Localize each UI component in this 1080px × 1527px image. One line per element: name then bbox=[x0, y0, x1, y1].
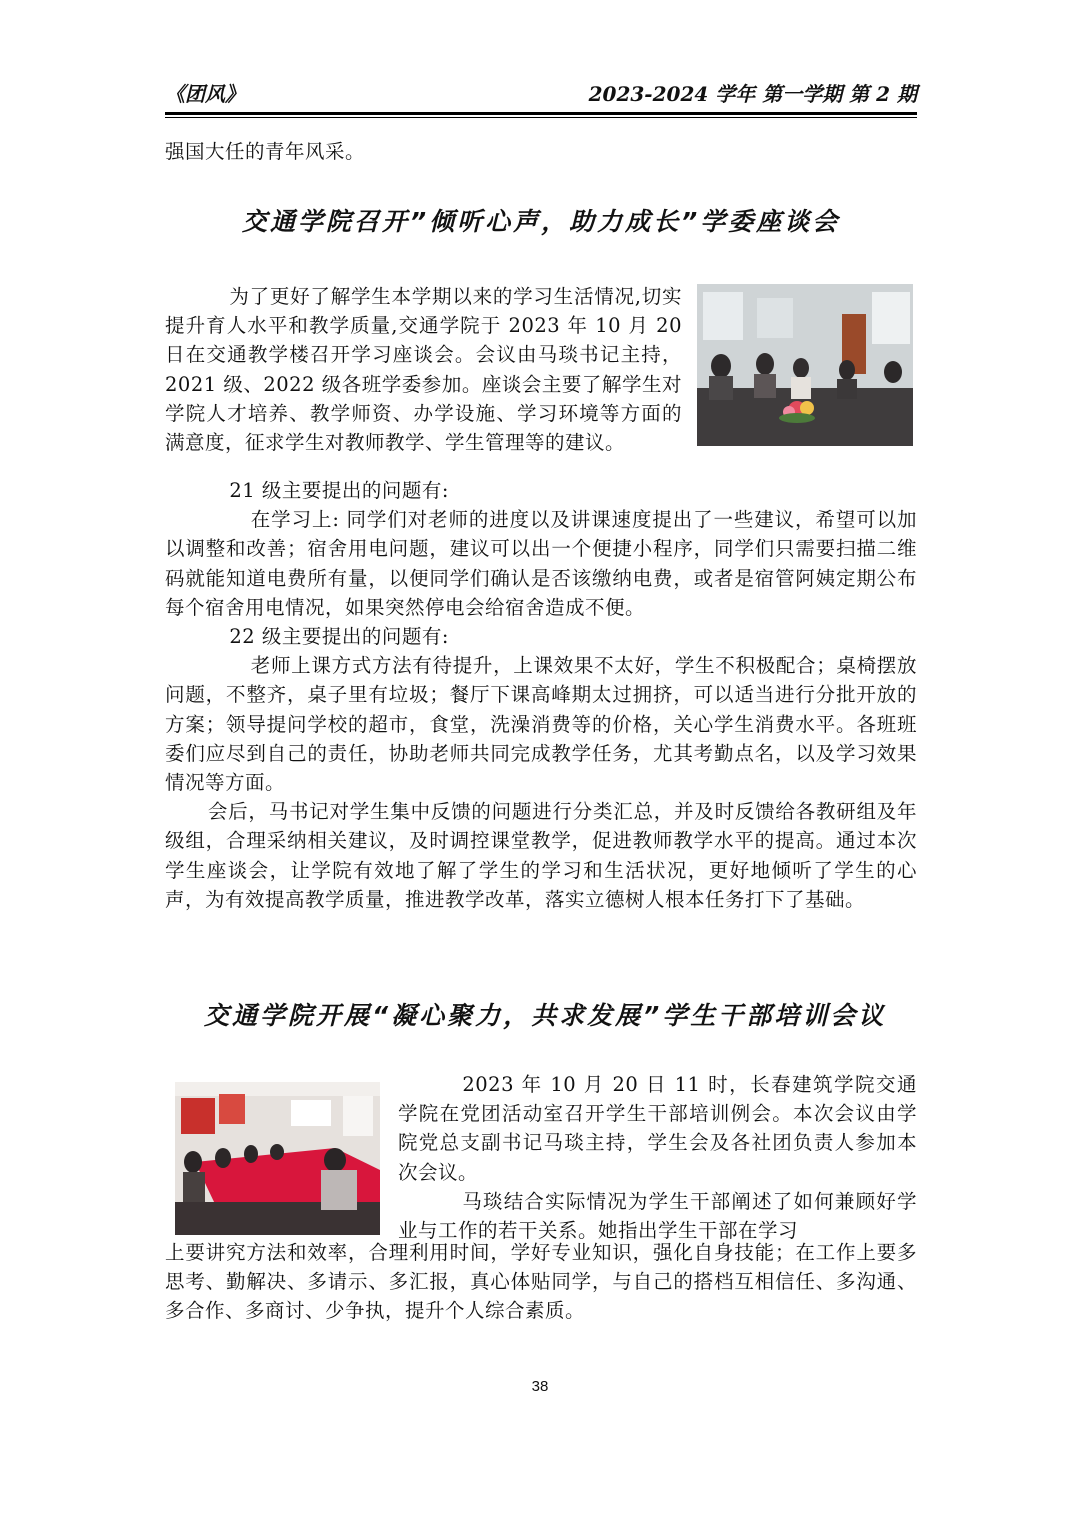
page-number: 38 bbox=[531, 1378, 549, 1395]
article-2-paragraph-2a: 马琰结合实际情况为学生干部阐述了如何兼顾好学业与工作的若干关系。她指出学生干部在学习 bbox=[398, 1189, 917, 1243]
article-2-title: 交通学院开展“凝心聚力，共求发展”学生干部培训会议 bbox=[204, 1001, 887, 1030]
article-1-paragraph-1: 为了更好了解学生本学期以来的学习生活情况,切实提升育人水平和教学质量,交通学院于 2023 年 10 月 20 日在交通教学楼召开学习座谈会。会议由马琰书记主持，2021 级、2022 级各班学委参加。座谈会主要了解学生对学院人才培养、教学师资、办学设施、学习环境等方面的满意度，征求学生对教师教学、学生管理等的建议。 bbox=[165, 285, 682, 455]
article-1-intro bbox=[165, 282, 682, 457]
article-1-paragraph-2: 21 级主要提出的问题有: bbox=[229, 479, 449, 502]
issue-info: 2023-2024 学年 第一学期 第 2 期 bbox=[588, 82, 917, 106]
article-2-paragraph-2b: 上要讲究方法和效率，合理利用时间，学好专业知识，强化自身技能；在工作上要多思考、勤解决、多请示、多汇报，真心体贴同学，与自己的搭档互相信任、多沟通、多合作、多商讨、少争执，提升个人综合素质。 bbox=[165, 1241, 917, 1323]
article-1-paragraph-5: 老师上课方式方法有待提升，上课效果不太好，学生不积极配合；桌椅摆放问题，不整齐，桌子里有垃圾；餐厅下课高峰期太过拥挤，可以适当进行分批开放的方案；领导提问学校的超市，食堂，洗澡消费等的价格，关心学生消费水平。各班班委们应尽到自己的责任，协助老师共同完成教学任务，尤其考勤点名，以及学习效果情况等方面。 bbox=[165, 654, 917, 795]
article-1-photo bbox=[697, 284, 913, 446]
article-2-body bbox=[165, 1238, 917, 1326]
article-1-title: 交通学院召开”倾听心声，助力成长”学委座谈会 bbox=[242, 207, 841, 236]
page-header bbox=[165, 78, 917, 110]
article-2-paragraph-1: 2023 年 10 月 20 日 11 时，长春建筑学院交通学院在党团活动室召开学生干部培训例会。本次会议由学院党总支副书记马琰主持，学生会及各社团负责人参加本次会议。 bbox=[398, 1073, 917, 1184]
continued-text: 强国大任的青年风采。 bbox=[165, 140, 366, 163]
header-rule-thin bbox=[165, 117, 917, 118]
article-1-paragraph-6: 会后，马书记对学生集中反馈的问题进行分类汇总，并及时反馈给各教研组及年级组，合理采纳相关建议，及时调控课堂教学，促进教师教学水平的提高。通过本次学生座谈会，让学院有效地了解了学生的学习和生活状况，更好地倾听了学生的心声，为有效提高教学质量，推进教学改革，落实立德树人根本任务打下了基础。 bbox=[165, 800, 917, 911]
article-1-body bbox=[165, 476, 917, 914]
article-1-paragraph-4: 22 级主要提出的问题有: bbox=[229, 625, 449, 649]
header-rule-thick bbox=[165, 112, 917, 115]
article-1-paragraph-3: 在学习上: 同学们对老师的进度以及讲课速度提出了一些建议，希望可以加以调整和改善；宿舍用电问题，建议可以出一个便捷小程序，同学们只需要扫描二维码就能知道电费所有量，以便同学们确认是否该缴纳电费，或者是宿管阿姨定期公布每个宿舍用电情况，如果突然停电会给宿舍造成不便。 bbox=[165, 508, 917, 619]
article-2-photo bbox=[175, 1082, 380, 1235]
article-2-intro bbox=[398, 1070, 917, 1245]
publication-title: 《团风》 bbox=[165, 82, 245, 106]
